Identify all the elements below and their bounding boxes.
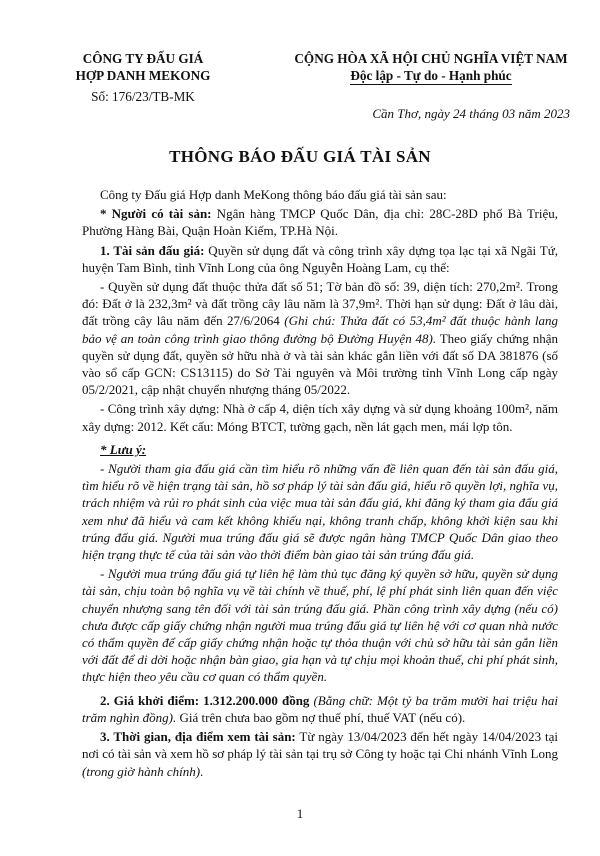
note-paragraph-2: - Người mua trúng đấu giá tự liên hệ làm thủ tục đăng ký quyền sở hữu, quyền sử dụng tài sản, chịu toàn bộ nghĩa vụ về tài chính về thuế, phí, lệ phí phát sinh liên quan đến việc chuyển nhượng sang tên đối với tài sản trúng đấu giá. Phần công trình xây dựng (nếu có) chưa được cấp giấy chứng nhận người mua trúng đấu giá tự liên hệ với cơ quan nhà nước có thẩm quyền để cấp giấy chứng nhận hoặc tự thỏa thuận với chủ sở hữu tài sản gắn liền với đất để di dời hoặc nhận bàn giao, gia hạn và tự chịu mọi khoản thuế, chi phí phát sinh, thực hiện theo yêu cầu cơ quan có thẩm quyền. xyxy=(82,566,558,685)
document-date: Cần Thơ, ngày 24 tháng 03 năm 2023 xyxy=(372,106,570,121)
viewing-hours: (trong giờ hành chính) xyxy=(82,763,201,779)
viewing-end: . xyxy=(200,763,204,779)
asset-label: 1. Tài sản đấu giá: xyxy=(100,242,205,258)
land-note: (Ghi chú: Thửa đất có 53,4m² đất thuộc hành lang bảo vệ an toàn công trình giao thông đường bộ Đường Huyện 48). xyxy=(82,313,558,346)
viewing-text: Từ ngày 13/04/2023 đến hết ngày 14/04/2023 tại nơi có tài sản và xem hồ sơ pháp lý tài sản tại trụ sở Công ty hoặc tại Chi nhánh Vĩnh Long xyxy=(82,729,559,762)
asset-paragraph xyxy=(82,242,558,276)
owner-label: * Người có tài sản: xyxy=(100,206,212,222)
national-header xyxy=(262,50,600,85)
document-title: THÔNG BÁO ĐẤU GIÁ TÀI SẢN xyxy=(169,147,431,166)
price-label: 2. Giá khởi điểm: 1.312.200.000 đồng xyxy=(100,692,310,708)
note-paragraph-1: - Người tham gia đấu giá cần tìm hiểu rõ những vấn đề liên quan đến tài sản đấu giá, tìm hiểu rõ về hiện trạng tài sản, hồ sơ pháp lý tài sản đấu giá, hiểu rõ quyền lợi, nghĩa vụ, trách nhiệm và rủi ro phát sinh của việc mua tài sản đấu giá, khi đăng ký tham gia đấu giá xem như đã hiểu và cam kết không khiếu nại, không tranh chấp, không khởi kiện sau khi trúng đấu giá. Người mua trúng đấu giá sẽ được ngân hàng TMCP Quốc Dân giao theo hiện trạng thực tế của tài sản vào thời điểm bàn giao tài sản trúng đấu giá. xyxy=(82,461,558,563)
viewing-label: 3. Thời gian, địa điểm xem tài sản: xyxy=(100,729,296,745)
issuer-name-line1: CÔNG TY ĐẤU GIÁ xyxy=(82,51,204,66)
price-in-words: (Bằng chữ: Một tỷ ba trăm mười hai triệu hai trăm nghìn đồng). xyxy=(82,692,558,725)
owner-text: Ngân hàng TMCP Quốc Dân, địa chỉ: 28C-28D phố Bà Triệu, Phường Hàng Bài, Quận Hoàn Kiếm, TP.Hà Nội. xyxy=(82,206,558,239)
nation-name: CỘNG HÒA XÃ HỘI CHỦ NGHĨA VIỆT NAM xyxy=(294,51,568,66)
price-paragraph xyxy=(82,692,558,726)
building-paragraph: - Công trình xây dựng: Nhà ở cấp 4, diện tích xây dựng và sử dụng khoảng 100m², năm xây dựng: 2012. Kết cấu: Móng BTCT, tường gạch, nền lát gạch men, mái lợp tôn. xyxy=(82,401,558,434)
issuer-name-line2: HỢP DANH MEKONG xyxy=(75,68,211,83)
owner-paragraph xyxy=(82,205,558,239)
intro-paragraph: Công ty Đấu giá Hợp danh MeKong thông báo đấu giá tài sản sau: xyxy=(100,187,447,202)
asset-text: Quyền sử dụng đất và công trình xây dựng tọa lạc tại xã Ngãi Tứ, huyện Tam Bình, tỉnh Vĩnh Long của ông Nguyễn Hoàng Lam, cụ thể: xyxy=(82,242,558,275)
land-paragraph xyxy=(82,278,558,398)
land-text-a: - Quyền sử dụng đất thuộc thửa đất số 51; Tờ bản đồ số: 39, diện tích: 270,2m². Trong đó: Đất ở là 232,3m² và đất trồng cây lâu năm là 37,9m². Thời hạn sử dụng: Đất ở lâu dài, đất trồng cây lâu năm đến 27/6/2064 xyxy=(82,279,558,329)
issuer-block xyxy=(54,50,232,105)
document-body xyxy=(82,186,558,782)
national-motto: Độc lập - Tự do - Hạnh phúc xyxy=(350,68,512,83)
land-text-b: Theo giấy chứng nhận quyền sử dụng đất, quyền sở hữu nhà ở và tài sản khác gắn liền với đất số DA 381876 (số vào sổ cấp GCN: CS13115) do Sở Tài nguyên và Môi trường tỉnh Vĩnh Long cấp ngày 05/2/2021, cập nhật chuyển nhượng tháng 05/2022. xyxy=(82,330,558,398)
page-number: 1 xyxy=(296,806,304,821)
document-number: Số: 176/23/TB-MK xyxy=(91,89,195,104)
notes-label: * Lưu ý: xyxy=(100,441,147,457)
viewing-paragraph xyxy=(82,728,558,780)
notes-heading xyxy=(82,441,558,458)
price-tail: Giá trên chưa bao gồm nợ thuế phí, thuế VAT (nếu có). xyxy=(176,709,466,725)
